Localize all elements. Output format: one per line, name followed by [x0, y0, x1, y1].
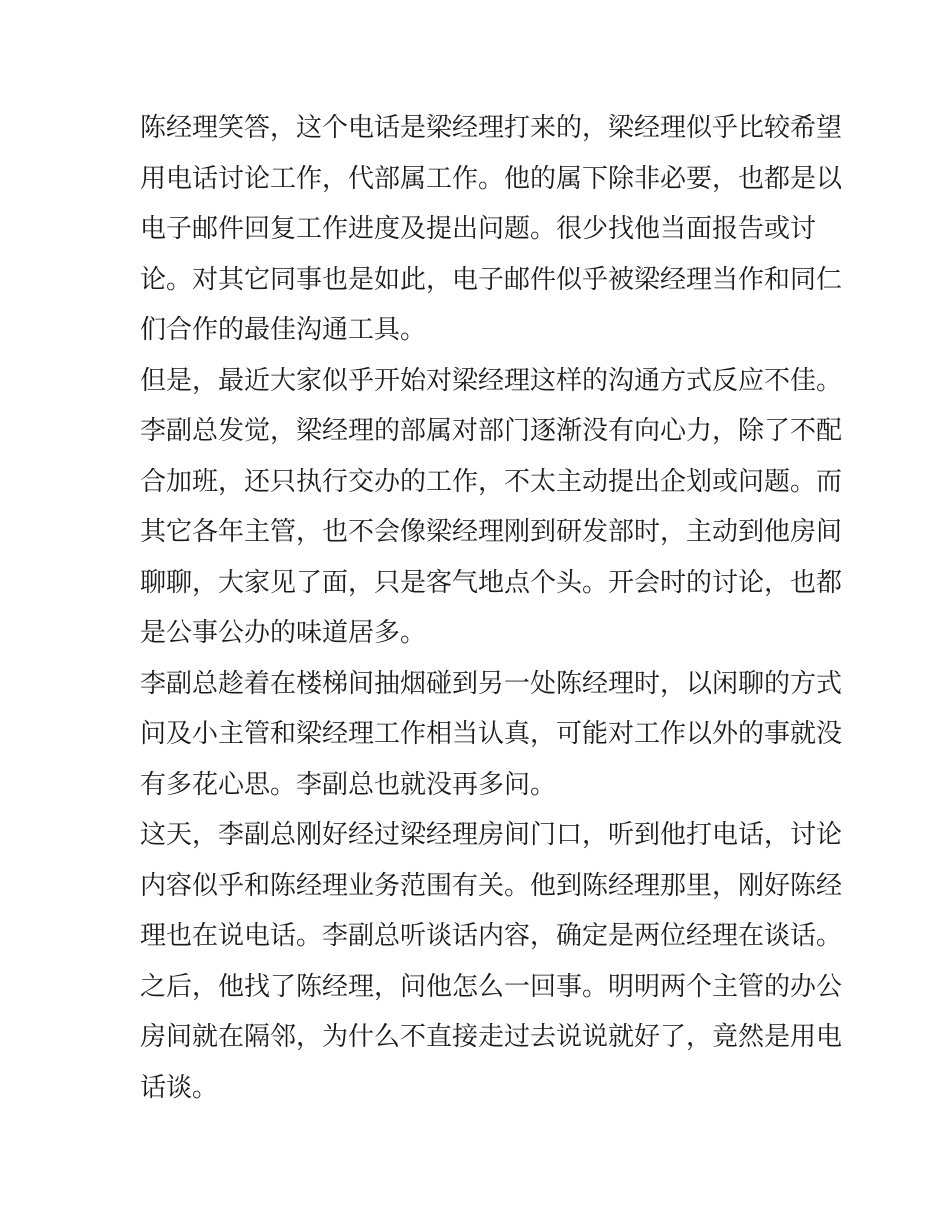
text-line: 们合作的最佳沟通工具。 [140, 315, 427, 345]
text-line: 陈经理笑答，这个电话是梁经理打来的，梁经理似乎比较希望 [140, 113, 843, 143]
text-line: 之后，他找了陈经理，问他怎么一回事。明明两个主管的办公 [140, 971, 843, 1002]
text-line: 房间就在隔邻，为什么不直接走过去说说就好了，竟然是用电 [140, 1022, 843, 1052]
text-line: 李副总趁着在楼梯间抽烟碰到另一处陈经理时，以闲聊的方式 [140, 668, 843, 699]
text-line: 合加班，还只执行交办的工作，不太主动提出企划或问题。而 [140, 466, 843, 497]
paragraph-1 [140, 103, 843, 356]
text-line: 用电话讨论工作，代部属工作。他的属下除非必要，也都是以 [140, 163, 843, 194]
text-line: 内容似乎和陈经理业务范围有关。他到陈经理那里，刚好陈经 [140, 870, 843, 901]
text-line: 话谈。 [140, 1072, 219, 1103]
text-line: 问及小主管和梁经理工作相当认真，可能对工作以外的事就没 [140, 719, 843, 749]
text-line: 李副总发觉，梁经理的部属对部门逐渐没有向心力，除了不配 [140, 416, 843, 446]
text-line: 电子邮件回复工作进度及提出问题。很少找他当面报告或讨 [140, 214, 817, 244]
document-body [140, 103, 843, 1113]
text-line: 但是，最近大家似乎开始对梁经理这样的沟通方式反应不佳。 [140, 365, 843, 396]
paragraph-3 [140, 659, 843, 811]
paragraph-4 [140, 810, 843, 1113]
text-line: 聊聊，大家见了面，只是客气地点个头。开会时的讨论，也都 [140, 567, 843, 598]
paragraph-2 [140, 356, 843, 659]
text-line: 是公事公办的味道居多。 [140, 618, 427, 648]
text-line: 理也在说电话。李副总听谈话内容，确定是两位经理在谈话。 [140, 921, 843, 951]
text-line: 这天，李副总刚好经过梁经理房间门口，听到他打电话，讨论 [140, 820, 843, 850]
text-line: 其它各年主管，也不会像梁经理刚到研发部时，主动到他房间 [140, 517, 843, 547]
text-line: 有多花心思。李副总也就没再多问。 [140, 769, 557, 800]
text-line: 论。对其它同事也是如此，电子邮件似乎被梁经理当作和同仁 [140, 264, 843, 295]
